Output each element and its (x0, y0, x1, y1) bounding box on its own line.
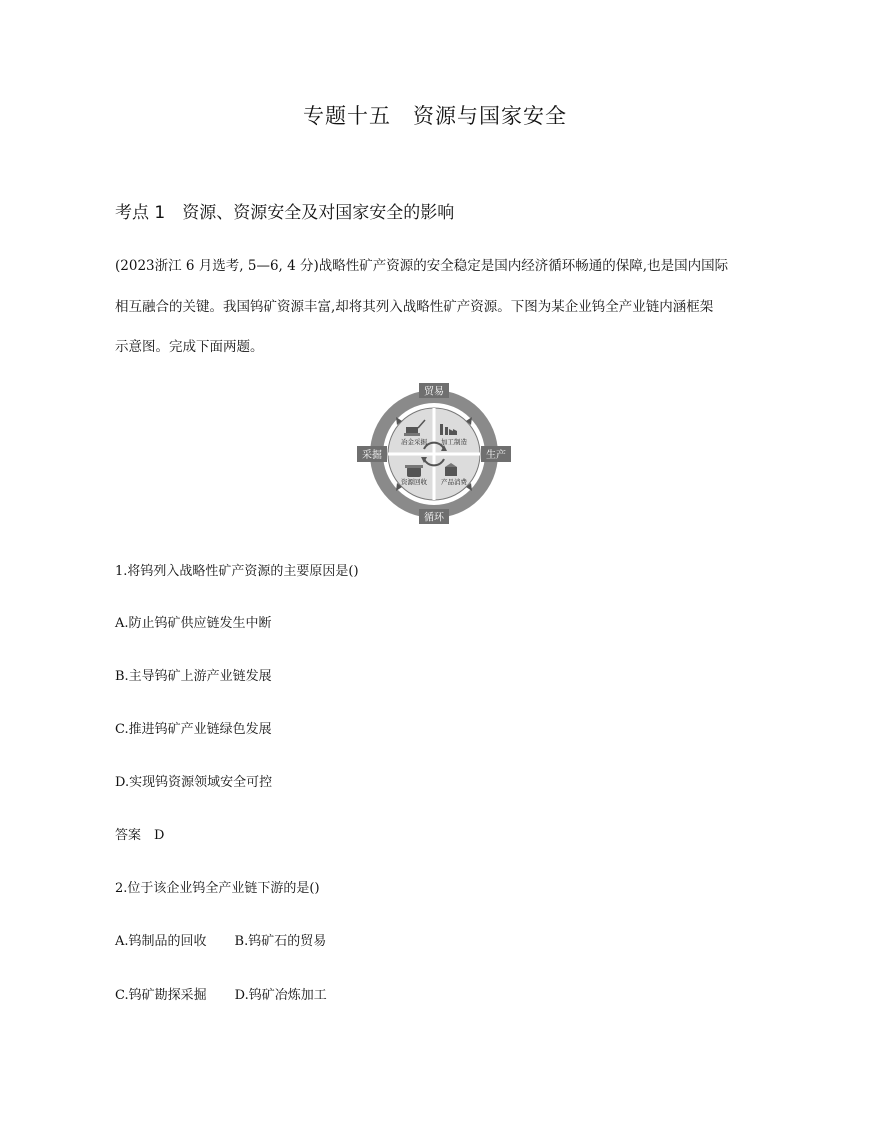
question-1-option-c: C.推进钨矿产业链绿色发展 (115, 722, 272, 737)
intro-line-3: 示意图。完成下面两题。 (115, 339, 264, 355)
page-title: 专题十五 资源与国家安全 (303, 104, 567, 128)
intro-line-2: 相互融合的关键。我国钨矿资源丰富,却将其列入战略性矿产资源。下图为某企业钨全产业链内涵框架 (115, 299, 714, 315)
quadrant-label-bottom-right: 产品消费 (441, 478, 467, 486)
quadrant-label-top-right: 加工制造 (441, 438, 467, 446)
tungsten-industry-chain-diagram (352, 383, 516, 525)
recycle-bin-icon (405, 465, 423, 477)
question-2-option-a: A.钨制品的回收 (115, 934, 207, 949)
question-1-option-a: A.防止钨矿供应链发生中断 (115, 616, 272, 631)
intro-line-1: (2023浙江 6 月选考, 5—6, 4 分)战略性矿产资源的安全稳定是国内经济循环畅通的保障,也是国内国际 (115, 258, 729, 274)
section-heading: 考点 1 资源、资源安全及对国家安全的影响 (115, 203, 455, 223)
quadrant-label-top-left: 冶金采掘 (401, 438, 427, 446)
question-2-stem: 2.位于该企业钨全产业链下游的是() (115, 881, 320, 896)
question-2-option-b: B.钨矿石的贸易 (234, 934, 327, 949)
question-2-options-row-2 (115, 984, 327, 1003)
outer-label-top: 贸易 (424, 386, 444, 398)
question-2-option-c: C.钨矿勘探采掘 (115, 988, 207, 1003)
question-2-options-row-1 (115, 930, 326, 949)
outer-label-right: 生产 (486, 450, 506, 461)
question-1-option-b: B.主导钨矿上游产业链发展 (115, 669, 272, 684)
question-1-answer: 答案 D (115, 828, 165, 843)
question-1-option-d: D.实现钨资源领域安全可控 (115, 775, 273, 790)
question-2-option-d: D.钨矿冶炼加工 (234, 988, 327, 1003)
outer-label-bottom: 循环 (424, 512, 444, 524)
quadrant-label-bottom-left: 资源回收 (401, 478, 427, 486)
outer-label-left: 采掘 (362, 450, 382, 461)
question-1-stem: 1.将钨列入战略性矿产资源的主要原因是() (115, 564, 359, 579)
